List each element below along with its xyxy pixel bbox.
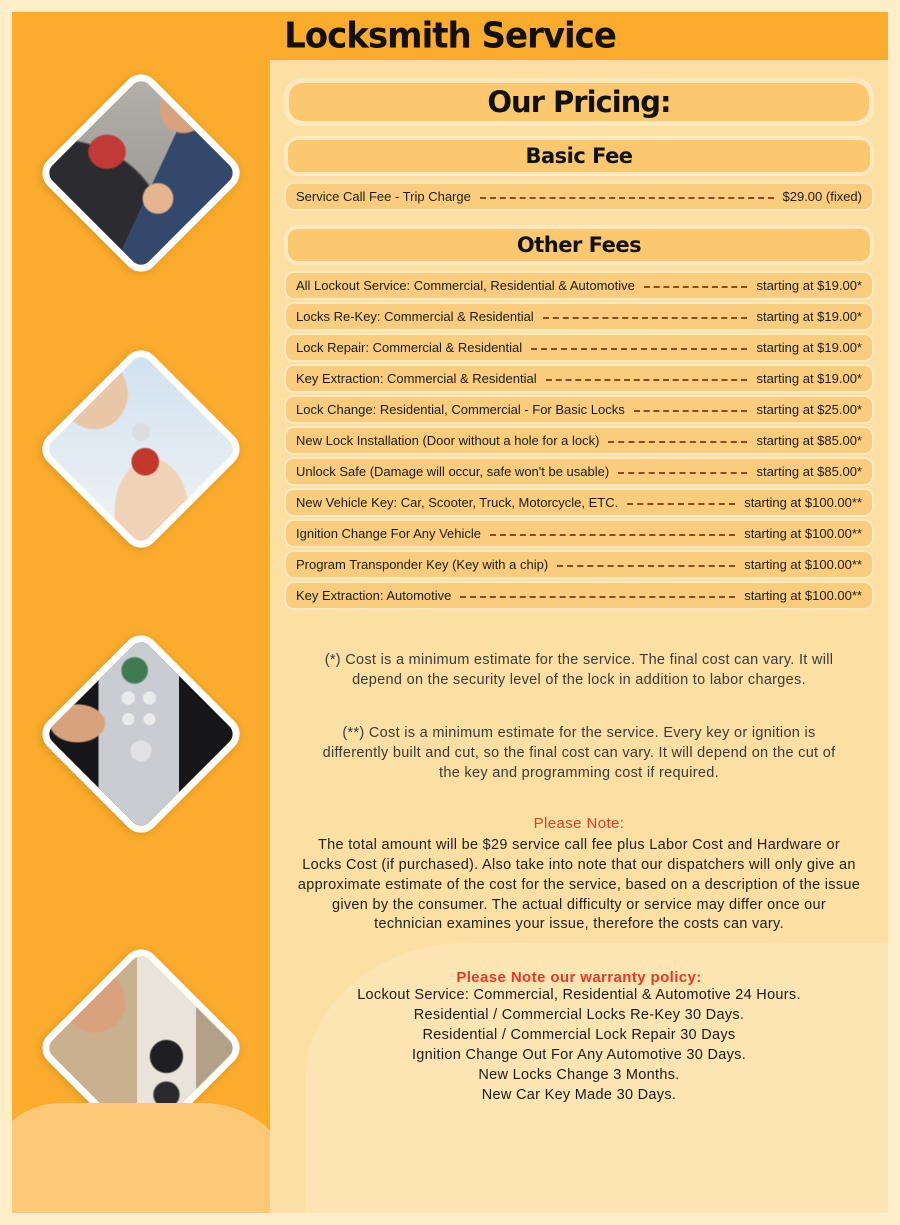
fee-row-bar xyxy=(286,459,872,484)
other-fees-heading-bar xyxy=(288,229,870,261)
sidebar-decorative-blob xyxy=(12,1103,270,1213)
pricing-title: Our Pricing: xyxy=(487,85,671,119)
dashed-leader xyxy=(618,472,747,474)
body-layout xyxy=(12,60,888,1213)
diamond-frame xyxy=(35,628,247,840)
pricing-title-halo xyxy=(284,78,874,126)
fee-row-price: starting at $25.00* xyxy=(756,402,862,417)
fee-row xyxy=(284,271,874,300)
page-title: Locksmith Service xyxy=(284,15,616,57)
photo-sidebar xyxy=(12,60,270,1213)
fee-row-price: starting at $19.00* xyxy=(756,371,862,386)
warranty-line: Ignition Change Out For Any Automotive 30 Days. xyxy=(411,1046,747,1063)
header-band xyxy=(12,12,888,60)
pricing-panel xyxy=(270,60,888,1213)
fee-row xyxy=(284,395,874,424)
fee-row-label: New Lock Installation (Door without a hole for a lock) xyxy=(296,433,600,448)
warranty-line: Residential / Commercial Locks Re-Key 30 Days. xyxy=(413,1007,745,1024)
fee-row-price: $29.00 (fixed) xyxy=(782,189,862,204)
photo-finger-on-safe-keypad xyxy=(33,626,249,842)
fee-row-bar xyxy=(286,552,872,577)
diamond-frame xyxy=(35,67,247,279)
other-fees-heading: Other Fees xyxy=(516,233,642,257)
basic-fee-rows xyxy=(284,182,874,211)
dashed-leader xyxy=(543,317,748,319)
warranty-line: New Car Key Made 30 Days. xyxy=(481,1086,677,1103)
fee-row-price: starting at $85.00* xyxy=(756,464,862,479)
dashed-leader xyxy=(490,534,735,536)
fee-row-price: starting at $100.00** xyxy=(744,588,862,603)
fee-row-bar xyxy=(286,583,872,608)
photo-key-handover-house-keychain xyxy=(33,341,249,557)
fee-row-price: starting at $85.00* xyxy=(756,433,862,448)
fee-row-label: Unlock Safe (Damage will occur, safe won't be usable) xyxy=(296,464,610,479)
dashed-leader xyxy=(557,565,735,567)
fee-row xyxy=(284,581,874,610)
other-fees-heading-halo xyxy=(284,225,874,265)
fee-row-bar xyxy=(286,428,872,453)
note-title: Please Note: xyxy=(533,815,625,832)
fee-row xyxy=(284,182,874,211)
fee-row-label: Program Transponder Key (Key with a chip) xyxy=(296,557,549,572)
fee-row-bar xyxy=(286,490,872,515)
pricing-title-bar xyxy=(289,83,869,121)
fee-row-price: starting at $19.00* xyxy=(756,340,862,355)
fee-row-bar xyxy=(286,397,872,422)
fee-row-price: starting at $100.00** xyxy=(744,526,862,541)
technician-photo-impression xyxy=(35,67,247,279)
dashed-leader xyxy=(531,348,747,350)
fee-row-label: Lock Change: Residential, Commercial - For Basic Locks xyxy=(296,402,625,417)
fee-row-bar xyxy=(286,366,872,391)
fee-row-price: starting at $100.00** xyxy=(744,495,862,510)
fee-row-label: Key Extraction: Commercial & Residential xyxy=(296,371,537,386)
pricing-content xyxy=(270,60,888,1105)
note-body: The total amount will be $29 service call fee plus Labor Cost and Hardware or Locks Cost (if purchased). Also take into note that our dispatchers will only give an approximate estimate of the cost for the service, based on a description of the issue given by the consumer. The actual difficulty or service may differ once our technician examines your issue, therefore the costs can vary. xyxy=(297,837,861,933)
fee-row-label: All Lockout Service: Commercial, Residential & Automotive xyxy=(296,278,635,293)
fee-row xyxy=(284,488,874,517)
fee-row-label: Ignition Change For Any Vehicle xyxy=(296,526,482,541)
fee-row xyxy=(284,519,874,548)
fee-row xyxy=(284,364,874,393)
footnote-double-star: (**) Cost is a minimum estimate for the service. Every key or ignition is differently built and cut, so the final cost can vary. It will depend on the cut of the key and programming cost if required. xyxy=(322,725,836,781)
warranty-line: Lockout Service: Commercial, Residential & Automotive 24 Hours. xyxy=(357,987,801,1004)
warranty-line: New Locks Change 3 Months. xyxy=(478,1066,680,1083)
dashed-leader xyxy=(480,197,774,199)
dashed-leader xyxy=(608,441,747,443)
dashed-leader xyxy=(460,596,735,598)
warranty-title: Please Note our warranty policy: xyxy=(456,969,702,987)
footnote-single-star: (*) Cost is a minimum estimate for the service. The final cost can vary. It will depend on the security level of the lock in addition to labor charges. xyxy=(324,652,834,688)
fee-row-bar xyxy=(286,184,872,209)
other-fees-rows xyxy=(284,271,874,610)
fee-row-label: Lock Repair: Commercial & Residential xyxy=(296,340,523,355)
fee-row-price: starting at $19.00* xyxy=(756,309,862,324)
fee-row-label: Service Call Fee - Trip Charge xyxy=(296,189,471,204)
fee-row-label: New Vehicle Key: Car, Scooter, Truck, Motorcycle, ETC. xyxy=(296,495,619,510)
dashed-leader xyxy=(644,286,748,288)
dashed-leader xyxy=(634,410,748,412)
basic-fee-heading-halo xyxy=(284,136,874,176)
fee-row-bar xyxy=(286,335,872,360)
dashed-leader xyxy=(627,503,735,505)
fee-row xyxy=(284,550,874,579)
fee-row-label: Key Extraction: Automotive xyxy=(296,588,452,603)
fee-row xyxy=(284,302,874,331)
fee-row xyxy=(284,426,874,455)
key-handover-photo-impression xyxy=(35,343,247,555)
basic-fee-heading-bar xyxy=(288,140,870,172)
fee-row-label: Locks Re-Key: Commercial & Residential xyxy=(296,309,534,324)
warranty-lines xyxy=(284,986,874,1105)
fee-row-bar xyxy=(286,273,872,298)
safe-keypad-photo-impression xyxy=(35,628,247,840)
basic-fee-heading: Basic Fee xyxy=(525,144,633,168)
fee-row-price: starting at $19.00* xyxy=(756,278,862,293)
warranty-line: Residential / Commercial Lock Repair 30 Days xyxy=(422,1027,736,1044)
fee-row-bar xyxy=(286,304,872,329)
diamond-frame xyxy=(35,343,247,555)
fee-row-price: starting at $100.00** xyxy=(744,557,862,572)
dashed-leader xyxy=(546,379,748,381)
fee-row xyxy=(284,457,874,486)
photo-technician-with-car-key xyxy=(33,65,249,281)
fee-row xyxy=(284,333,874,362)
fee-row-bar xyxy=(286,521,872,546)
